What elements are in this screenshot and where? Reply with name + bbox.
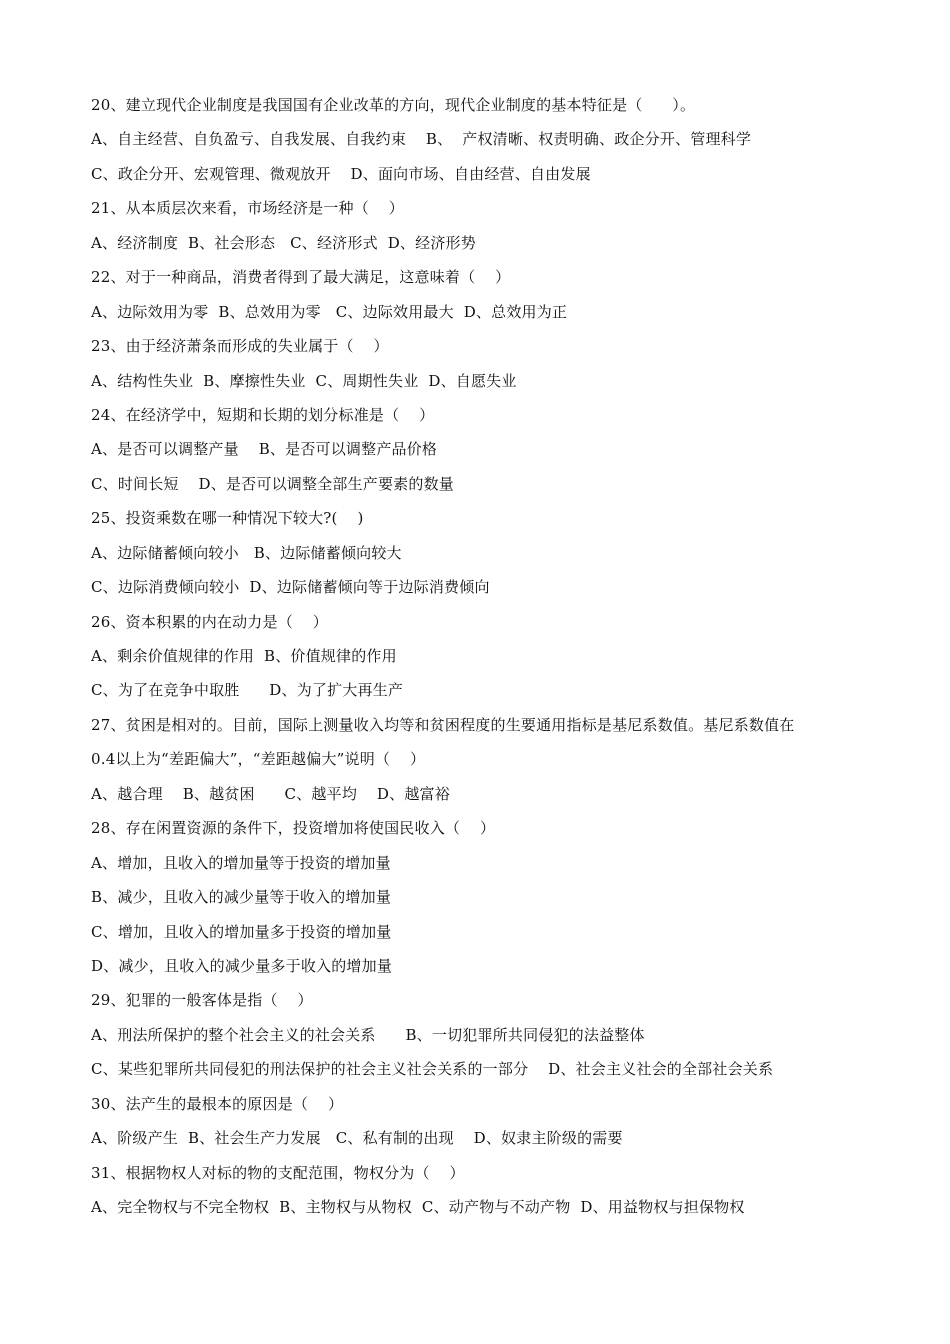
question-28-option-d: D、减少，且收入的减少量多于收入的增加量 [91, 956, 393, 975]
question-28-option-b: B、减少，且收入的减少量等于收入的增加量 [91, 888, 392, 907]
question-30-options: A、阶级产生 B、社会生产力发展 C、私有制的出现 D、奴隶主阶级的需要 [91, 1129, 623, 1148]
question-30-stem: 30、法产生的最根本的原因是（ ） [91, 1094, 344, 1113]
question-25-stem: 25、投资乘数在哪一种情况下较大?( ) [91, 509, 364, 528]
question-27-stem-continued: 0.4以上为“差距偏大”，“差距越偏大”说明（ ） [91, 750, 426, 769]
question-24-stem: 24、在经济学中，短期和长期的划分标准是（ ） [91, 405, 435, 424]
question-23-options: A、结构性失业 B、摩擦性失业 C、周期性失业 D、自愿失业 [91, 371, 517, 390]
question-26-options-ab: A、剩余价值规律的作用 B、价值规律的作用 [91, 647, 397, 665]
question-28-option-a: A、增加，且收入的增加量等于投资的增加量 [91, 853, 391, 872]
question-24-options-cd: C、时间长短 D、是否可以调整全部生产要素的数量 [91, 474, 454, 493]
question-25-options-ab: A、边际储蓄倾向较小 B、边际储蓄倾向较大 [91, 543, 402, 562]
question-25-options-cd: C、边际消费倾向较小 D、边际储蓄倾向等于边际消费倾向 [91, 578, 490, 597]
question-20-options-ab: A、自主经营、自负盈亏、自我发展、自我约束 B、 产权清晰、权责明确、政企分开、管理科学 [91, 130, 752, 149]
question-27-stem: 27、贫困是相对的。目前，国际上测量收入均等和贫困程度的生要通用指标是基尼系数值。基尼系数值在 [91, 715, 795, 734]
question-27-options: A、越合理 B、越贫困 C、越平均 D、越富裕 [91, 784, 450, 803]
question-29-options-cd: C、某些犯罪所共同侵犯的刑法保护的社会主义社会关系的一部分 D、社会主义社会的全部社会关系 [91, 1060, 774, 1079]
question-22-options: A、边际效用为零 B、总效用为零 C、边际效用最大 D、总效用为正 [91, 302, 568, 321]
question-list [91, 88, 881, 1224]
question-21-options: A、经济制度 B、社会形态 C、经济形式 D、经济形势 [91, 233, 476, 252]
question-20-stem: 20、建立现代企业制度是我国国有企业改革的方向，现代企业制度的基本特征是（ ）。 [91, 96, 696, 114]
question-31-stem: 31、根据物权人对标的物的支配范围，物权分为（ ） [91, 1163, 465, 1182]
question-31-options: A、完全物权与不完全物权 B、主物权与从物权 C、动产物与不动产物 D、用益物权与担保物权 [91, 1198, 745, 1216]
question-24-options-ab: A、是否可以调整产量 B、是否可以调整产品价格 [91, 440, 438, 459]
question-28-option-c: C、增加，且收入的增加量多于投资的增加量 [91, 922, 392, 941]
question-28-stem: 28、存在闲置资源的条件下，投资增加将使国民收入（ ） [91, 819, 496, 838]
question-26-stem: 26、资本积累的内在动力是（ ） [91, 612, 328, 631]
question-21-stem: 21、从本质层次来看，市场经济是一种（ ） [91, 199, 404, 218]
question-29-options-ab: A、刑法所保护的整个社会主义的社会关系 B、一切犯罪所共同侵犯的法益整体 [91, 1025, 645, 1044]
question-22-stem: 22、对于一种商品，消费者得到了最大满足，这意味着（ ） [91, 268, 511, 287]
question-29-stem: 29、犯罪的一般客体是指（ ） [91, 991, 313, 1010]
question-26-options-cd: C、为了在竞争中取胜 D、为了扩大再生产 [91, 681, 404, 700]
question-20-options-cd: C、政企分开、宏观管理、微观放开 D、面向市场、自由经营、自由发展 [91, 164, 591, 183]
question-23-stem: 23、由于经济萧条而形成的失业属于（ ） [91, 337, 389, 356]
